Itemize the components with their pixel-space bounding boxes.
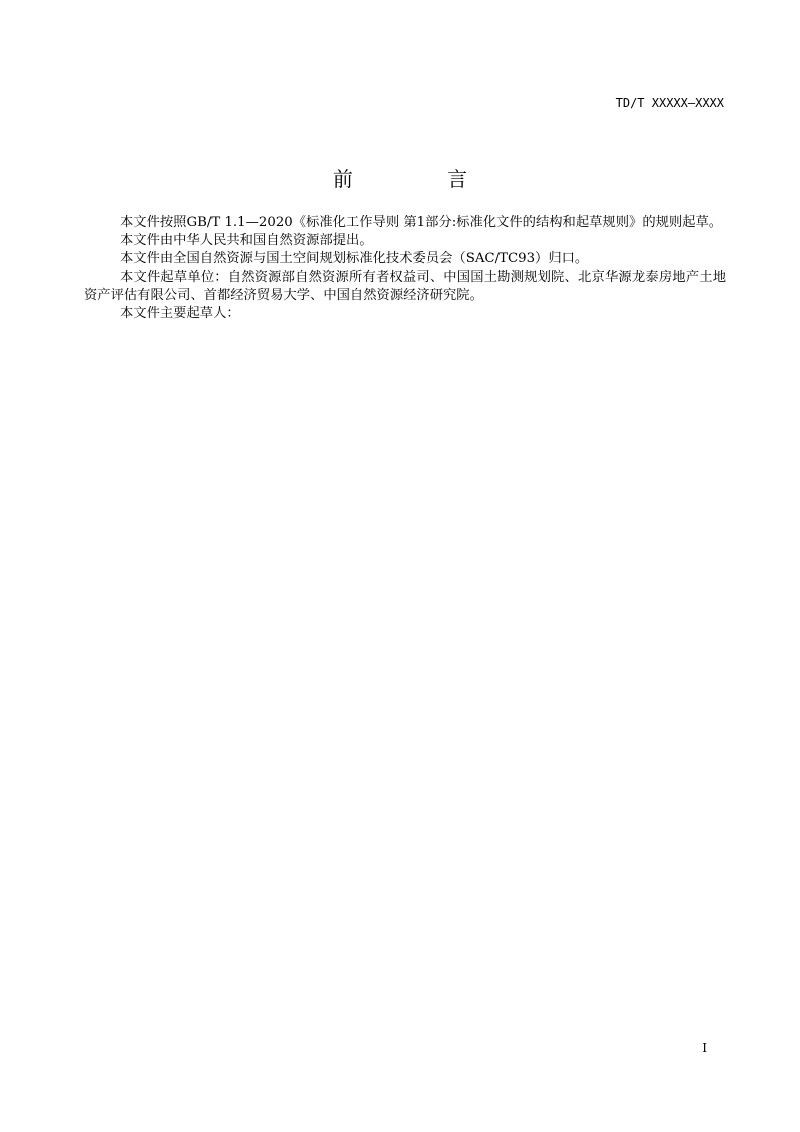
paragraph-drafting-rules: 本文件按照GB/T 1.1—2020《标准化工作导则 第1部分:标准化文件的结构和起草规则》的规则起草。 <box>120 215 723 230</box>
page-number: I <box>702 1041 707 1055</box>
paragraph-committee: 本文件由全国自然资源与国土空间规划标准化技术委员会（SAC/TC93）归口。 <box>120 251 589 267</box>
document-code: TD/T XXXXX—XXXX <box>615 96 724 110</box>
preface-body <box>84 214 726 323</box>
paragraph-main-drafters: 本文件主要起草人： <box>120 306 240 322</box>
paragraph-proposer: 本文件由中华人民共和国自然资源部提出。 <box>120 233 373 249</box>
section-title: 前 言 <box>332 167 512 191</box>
paragraph-drafting-units: 本文件起草单位：自然资源部自然资源所有者权益司、中国国土勘测规划院、北京华源龙泰房地产土地资产评估有限公司、首都经济贸易大学、中国自然资源经济研究院。 <box>84 269 726 303</box>
